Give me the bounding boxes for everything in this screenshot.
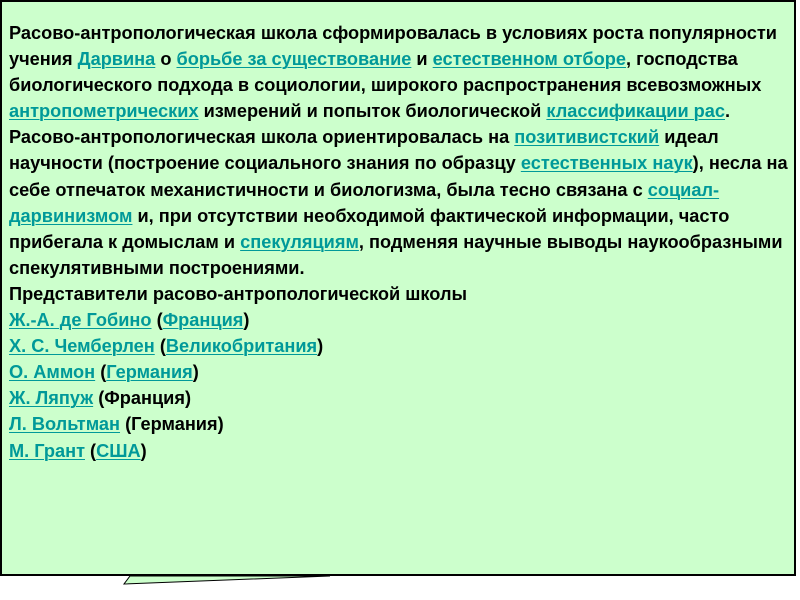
representative-lapouge [9, 385, 794, 411]
link-race-classification[interactable]: классификации рас [546, 101, 726, 122]
text-span: ( [154, 336, 166, 357]
text-span: ), несла на себе отпечаток механистичности и биологизма, была тесно связана с [9, 153, 788, 200]
link-positivist[interactable]: позитивистский [514, 127, 660, 148]
link-lapouge[interactable]: Ж. Ляпуж [9, 388, 94, 409]
text-span: о [155, 49, 177, 70]
text-span: и [411, 49, 433, 70]
text-span: ) [140, 440, 147, 461]
text-span: ) [317, 336, 324, 357]
text-span: (Франция) [93, 388, 192, 409]
text-span: Расово-антропологическая школа ориентировалась на [9, 127, 515, 148]
text-span: ( [95, 362, 107, 383]
link-germany[interactable]: Германия [106, 362, 193, 383]
link-natural-sciences[interactable]: естественных наук [520, 153, 693, 174]
representative-chamberlain [9, 333, 794, 359]
text-span: , господства биологического подхода в социологии, широкого распространения всевозможных [9, 49, 762, 96]
link-anthropometric[interactable]: антропометрических [9, 101, 199, 122]
link-usa[interactable]: США [96, 440, 141, 461]
link-speculations[interactable]: спекуляциям [240, 231, 359, 252]
paragraph-orientation [9, 124, 794, 281]
text-span: ( [85, 440, 97, 461]
link-gobineau[interactable]: Ж.-А. де Гобино [9, 310, 152, 331]
text-span: , подменяя научные выводы наукообразными спекулятивными построениями. [9, 231, 783, 278]
link-struggle-for-existence[interactable]: борьбе за существование [176, 49, 412, 70]
paragraph-origins [9, 20, 794, 124]
text-span: ( [151, 310, 163, 331]
text-span: ) [192, 362, 199, 383]
text-span: измерений и попыток биологической [198, 101, 547, 122]
link-great-britain[interactable]: Великобритания [165, 336, 318, 357]
link-grant[interactable]: М. Грант [9, 440, 85, 461]
link-darwin[interactable]: Дарвина [77, 49, 156, 70]
link-woltmann[interactable]: Л. Вольтман [9, 414, 121, 435]
representatives-heading: Представители расово-антропологической школы [9, 283, 468, 304]
link-natural-selection[interactable]: естественном отборе [432, 49, 627, 70]
text-span: Расово-антропологическая школа сформировалась в условиях роста популярности учения [9, 23, 777, 70]
callout-tail-shape [110, 572, 350, 600]
representative-woltmann [9, 411, 794, 437]
text-span: . [725, 101, 731, 122]
link-social-darwinism[interactable]: социал-дарвинизмом [9, 179, 720, 226]
slide-text [9, 20, 794, 464]
link-france[interactable]: Франция [162, 310, 244, 331]
text-span: и, при отсутствии необходимой фактической информации, часто прибегала к домыслам и [9, 205, 730, 252]
text-span: ) [243, 310, 250, 331]
representative-ammon [9, 359, 794, 385]
representative-gobineau [9, 307, 794, 333]
link-ammon[interactable]: О. Аммон [9, 362, 96, 383]
text-span: (Германия) [120, 414, 224, 435]
link-chamberlain[interactable]: Х. С. Чемберлен [9, 336, 155, 357]
text-span: идеал научности (построение социального знания по образцу [9, 127, 719, 174]
representative-grant [9, 438, 794, 464]
